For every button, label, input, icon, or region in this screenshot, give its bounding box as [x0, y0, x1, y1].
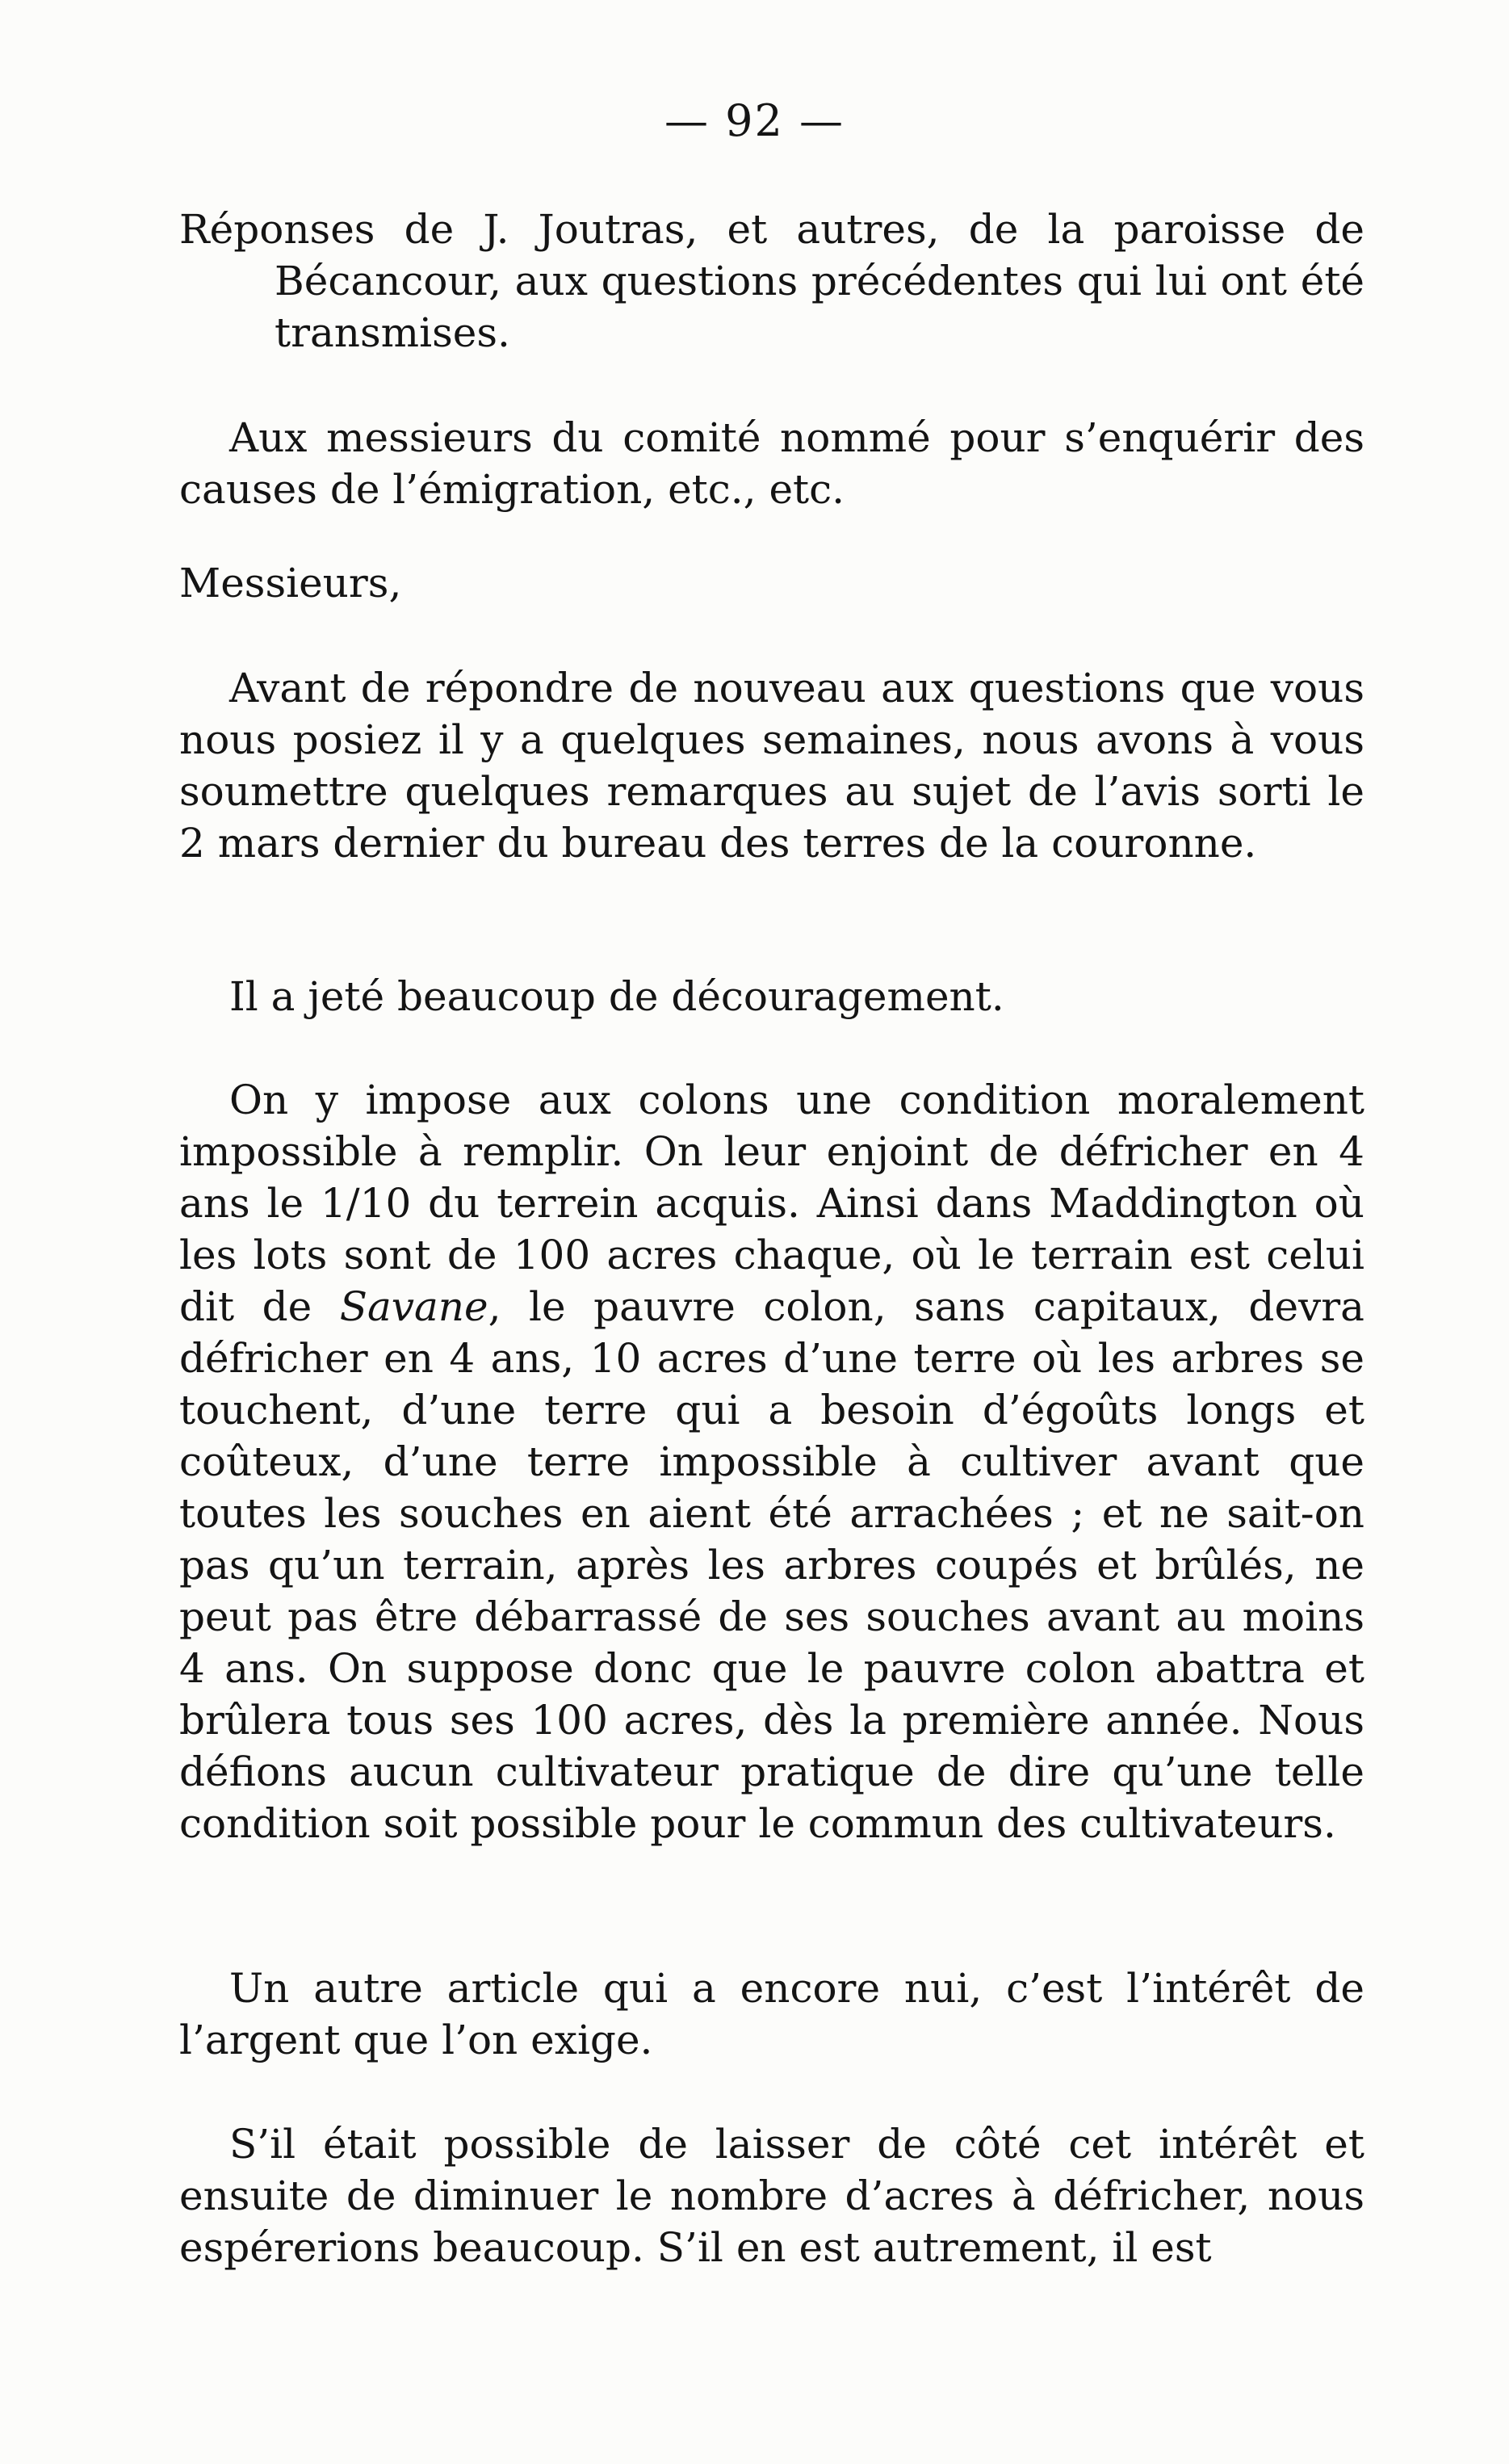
paragraph-2-block — [179, 971, 1364, 1022]
document-heading: Réponses de J. Joutras, et autres, de la paroisse de Bécancour, aux questions précédentes qui lui ont été transmises. — [179, 206, 1364, 356]
paragraph-4-block — [179, 1962, 1364, 2066]
salutation-block — [179, 557, 1364, 609]
paragraph-2: Il a jeté beaucoup de découragement. — [229, 973, 1004, 1020]
paragraph-3-block — [179, 1074, 1364, 1849]
address-block — [179, 412, 1364, 515]
paragraph-3-part-1: On y impose aux colons une condition moralement impossible à remplir. On leur enjoint de défricher en 4 ans le — [179, 1077, 1364, 1227]
address-line: Aux messieurs du comité nommé pour s’enquérir des causes de l’émigration, etc., etc. — [179, 414, 1364, 513]
paragraph-4: Un autre article qui a encore nui, c’est l’intérêt de l’argent que l’on exige. — [179, 1965, 1364, 2063]
paragraph-1-block — [179, 662, 1364, 869]
savane-term: Savane — [339, 1283, 488, 1330]
page-number: — 92 — — [664, 95, 845, 146]
fraction: 1/10 — [321, 1180, 412, 1227]
paragraph-1: Avant de répondre de nouveau aux questions que vous nous posiez il y a quelques semaines, nous avons à vous soumettre quelques remarques au sujet de l’avis sorti le 2 mars dernier du bureau des terres de la couronne. — [179, 665, 1364, 867]
paragraph-3 — [179, 1074, 1364, 1849]
heading-block — [179, 204, 1364, 359]
paragraph-5: S’il était possible de laisser de côté cet intérêt et ensuite de diminuer le nombre d’acres à défricher, nous espérerions beaucoup. S’il en est autrement, il est — [179, 2121, 1364, 2271]
paragraph-5-block — [179, 2118, 1364, 2273]
salutation: Messieurs, — [179, 560, 402, 607]
paragraph-3-part-2: du terrein acquis. Ainsi dans Maddington où les lots sont de 100 acres chaque, où le terrain est celui dit de — [179, 1180, 1364, 1330]
paragraph-3-part-3: , le pauvre colon, sans capitaux, devra défricher en 4 ans, 10 acres d’une terre où les arbres se touchent, d’une terre qui a besoin d’égoûts longs et coûteux, d’une terre impossible à cultiver avant que toutes les souches en aient été arrachées ; et ne sait-on pas qu’un terrain, après les arbres coupés et brûlés, ne peut pas être débarrassé de ses souches avant au moins 4 ans. On suppose donc que le pauvre colon abattra et brûlera tous ses 100 acres, dès la première année. Nous défions aucun cultivateur pratique de dire qu’une telle condition soit possible pour le commun des cultivateurs. — [179, 1283, 1364, 1847]
